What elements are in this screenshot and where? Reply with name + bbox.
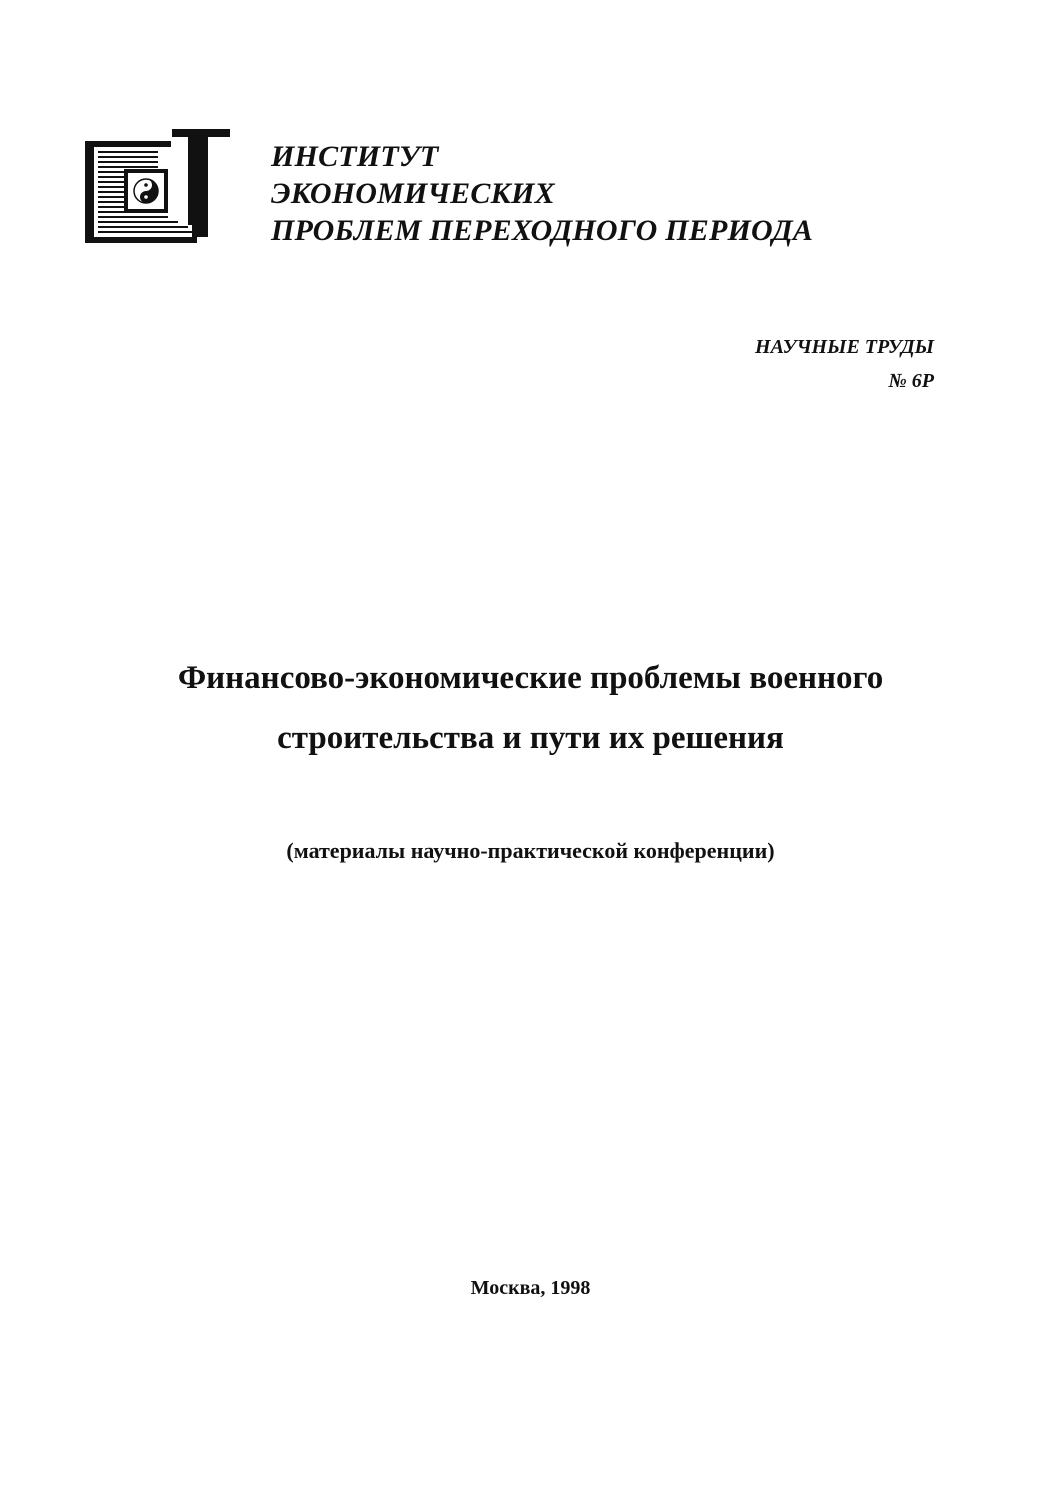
institute-name-line-1: ИНСТИТУТ [271,140,439,173]
institute-name-line-2: ЭКОНОМИЧЕСКИХ [271,177,555,210]
document-title-line-1: Финансово-экономические проблемы военного [177,660,884,696]
place-and-year: Москва, 1998 [470,1277,591,1299]
series-label: НАУЧНЫЕ ТРУДЫ [755,336,934,358]
series-block [755,330,934,398]
institute-name [271,138,813,249]
document-subtitle: (материалы научно-практической конференции) [286,838,775,863]
series-number: № 6Р [888,370,934,392]
document-title [80,648,981,768]
institute-name-line-3: ПРОБЛЕМ ПЕРЕХОДНОГО ПЕРИОДА [271,214,814,247]
institute-logo-icon [84,127,232,245]
document-title-line-2: строительства и пути их решения [277,720,784,756]
